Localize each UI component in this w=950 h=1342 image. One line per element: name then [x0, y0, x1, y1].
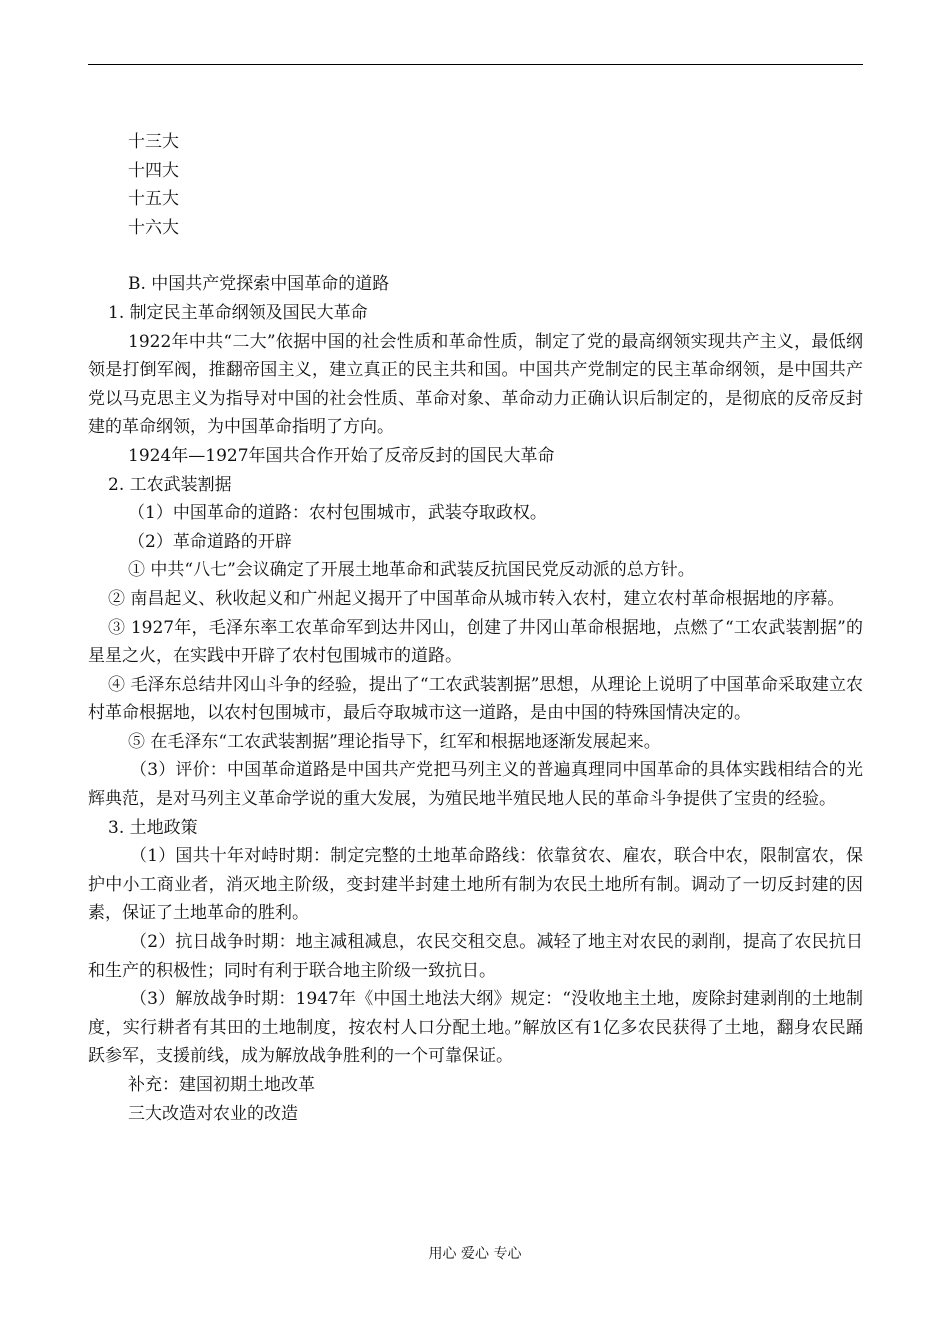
- list-item: （3）解放战争时期：1947年《中国土地法大纲》规定：“没收地主土地，废除封建剥削的土地制度，实行耕者有其田的土地制度，按农村人口分配土地。”解放区有1亿多农民获得了土地，翻身农民踊跃参军，支援前线，成为解放战争胜利的一个可靠保证。: [88, 989, 863, 1067]
- point-item: ① 中共“八七”会议确定了开展土地革命和武装反抗国民党反动派的总方针。: [128, 560, 695, 581]
- section-heading: B. 中国共产党探索中国革命的道路: [128, 274, 390, 295]
- list-item: （1）国共十年对峙时期：制定完整的土地革命路线：依靠贫农、雇农，联合中农，限制富农，保护中小工商业者，消灭地主阶级，变封建半封建土地所有制为农民土地所有制。调动了一切反封建的因素，保证了土地革命的胜利。: [88, 846, 863, 924]
- supplement-note: 三大改造对农业的改造: [128, 1103, 298, 1124]
- spacer: [88, 242, 863, 270]
- list-item: （2）革命道路的开辟: [128, 531, 292, 552]
- supplement-note: 补充：建国初期土地改革: [128, 1075, 315, 1095]
- list-item: （1）中国革命的道路：农村包围城市，武装夺取政权。: [128, 503, 547, 524]
- congress-item: 十四大: [128, 160, 179, 181]
- point-item: ② 南昌起义、秋收起义和广州起义揭开了中国革命从城市转入农村，建立农村革命根据地的序幕。: [108, 588, 845, 609]
- page-footer: 用心 爱心 专心: [428, 1246, 522, 1262]
- document-body: [88, 128, 863, 1128]
- congress-item: 十六大: [128, 217, 179, 238]
- list-item: （3）评价：中国革命道路是中国共产党把马列主义的普遍真理同中国革命的具体实践相结合的光辉典范，是对马列主义革命学说的重大发展，为殖民地半殖民地人民的革命斗争提供了宝贵的经验。: [88, 760, 863, 810]
- list-item: （2）抗日战争时期：地主减租减息，农民交租交息。减轻了地主对农民的剥削，提高了农民抗日和生产的积极性；同时有利于联合地主阶级一致抗日。: [88, 932, 863, 981]
- congress-item: 十五大: [128, 189, 179, 210]
- paragraph: 1924年—1927年国共合作开始了反帝反封的国民大革命: [128, 445, 555, 466]
- paragraph: 1922年中共“二大”依据中国的社会性质和革命性质，制定了党的最高纲领实现共产主义，最低纲领是打倒军阀，推翻帝国主义，建立真正的民主共和国。中国共产党制定的民主革命纲领，是中国共产党以马克思主义为指导对中国的社会性质、革命对象、革命动力正确认识后制定的，是彻底的反帝反封建的革命纲领，为中国革命指明了方向。: [88, 331, 863, 438]
- point-item: ⑤ 在毛泽东“工农武装割据”理论指导下，红军和根据地逐渐发展起来。: [128, 731, 661, 752]
- header-rule: [88, 64, 863, 65]
- subsection-title: 2. 工农武装割据: [108, 474, 232, 495]
- point-item: ③ 1927年，毛泽东率工农革命军到达井冈山，创建了井冈山革命根据地，点燃了“工农武装割据”的星星之火，在实践中开辟了农村包围城市的道路。: [88, 617, 863, 667]
- subsection-title: 1. 制定民主革命纲领及国民大革命: [108, 302, 368, 323]
- point-item: ④ 毛泽东总结井冈山斗争的经验，提出了“工农武装割据”思想，从理论上说明了中国革命采取建立农村革命根据地，以农村包围城市，最后夺取城市这一道路，是由中国的特殊国情决定的。: [88, 674, 863, 724]
- congress-item: 十三大: [128, 132, 179, 152]
- subsection-title: 3. 土地政策: [108, 817, 198, 838]
